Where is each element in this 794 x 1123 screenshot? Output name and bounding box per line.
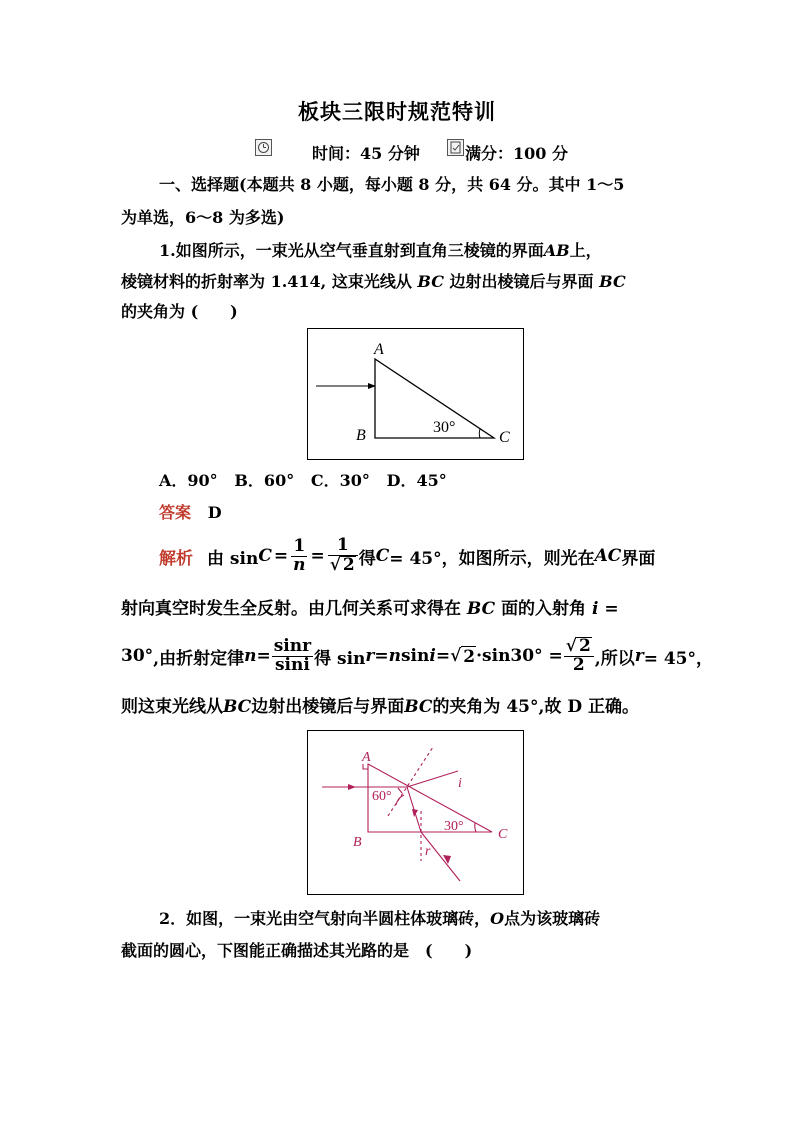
figure-1-prism bbox=[307, 328, 524, 460]
q2-line2: 截面的圆心，下图能正确描述其光路的是 ( ) bbox=[121, 941, 473, 960]
option-d[interactable]: D．45° bbox=[386, 471, 447, 490]
fig2-vertex-c: C bbox=[498, 827, 508, 842]
vertex-b-label: B bbox=[356, 427, 366, 444]
solution-line1: 解析 由 sin C = $\frac{1}{n}$ = $\frac{1}{√ 2}$ 得 C = 45°，如图所示，则光在 AC 界面 bbox=[159, 535, 656, 575]
page-title: 板块三限时规范特训 bbox=[298, 99, 496, 124]
clock-icon bbox=[255, 139, 272, 156]
solution-line3: 30° ,由折射定律 n = $\frac{\sin r}{\sin i}$ 得 sin r = n sin i = √ 2 ·sin30° = $\frac{√ 2}{2}$ ,所以 r = 45°， bbox=[121, 635, 714, 675]
figure-2-light-path bbox=[307, 730, 524, 895]
score-icon bbox=[447, 139, 464, 156]
fig2-vertex-a: A bbox=[362, 750, 371, 765]
score-label: 满分：100 分 bbox=[465, 144, 568, 163]
q2-line1: 2．如图，一束光由空气射向半圆柱体玻璃砖，O点为该玻璃砖 bbox=[159, 909, 601, 928]
option-b[interactable]: B．60° bbox=[234, 471, 295, 490]
option-c[interactable]: C．30° bbox=[310, 471, 370, 490]
answer-row bbox=[159, 496, 222, 529]
section-heading-line2: 为单选，6～8 为多选) bbox=[121, 208, 285, 227]
q1-line2: 棱镜材料的折射率为 1.414, 这束光线从 BC 边射出棱镜后与界面 BC bbox=[121, 272, 626, 291]
fig2-angle-60: 60° bbox=[372, 789, 392, 804]
vertex-a-label: A bbox=[374, 341, 384, 358]
prism-diagram bbox=[308, 329, 523, 459]
fig2-angle-30: 30° bbox=[444, 819, 464, 834]
angle-label: 30° bbox=[433, 419, 456, 436]
vertex-c-label: C bbox=[499, 429, 510, 446]
q1-line1: 1.如图所示，一束光从空气垂直射到直角三棱镜的界面AB上， bbox=[159, 241, 602, 260]
analysis-label: 解析 bbox=[159, 548, 193, 569]
solution-line4: 则这束光线从BC边射出棱镜后与界面BC的夹角为 45°,故 D 正确。 bbox=[121, 697, 640, 717]
answer-value: D bbox=[207, 503, 222, 522]
section-heading-line1: 一、选择题(本题共 8 小题，每小题 8 分，共 64 分。其中 1～5 bbox=[159, 175, 625, 194]
time-label: 时间：45 分钟 bbox=[312, 144, 420, 163]
fig2-refraction-label: r bbox=[425, 844, 431, 859]
answer-label: 答案 bbox=[159, 503, 192, 522]
light-path-diagram bbox=[308, 731, 523, 894]
option-a[interactable]: A．90° bbox=[159, 471, 218, 490]
solution-line2: 射向真空时发生全反射。由几何关系可求得在 BC 面的入射角 i = bbox=[121, 599, 619, 619]
fig2-vertex-b: B bbox=[353, 835, 362, 850]
q1-line3: 的夹角为 ( ) bbox=[121, 302, 238, 321]
q1-options bbox=[159, 464, 447, 497]
fig2-incidence-label: i bbox=[458, 776, 462, 791]
